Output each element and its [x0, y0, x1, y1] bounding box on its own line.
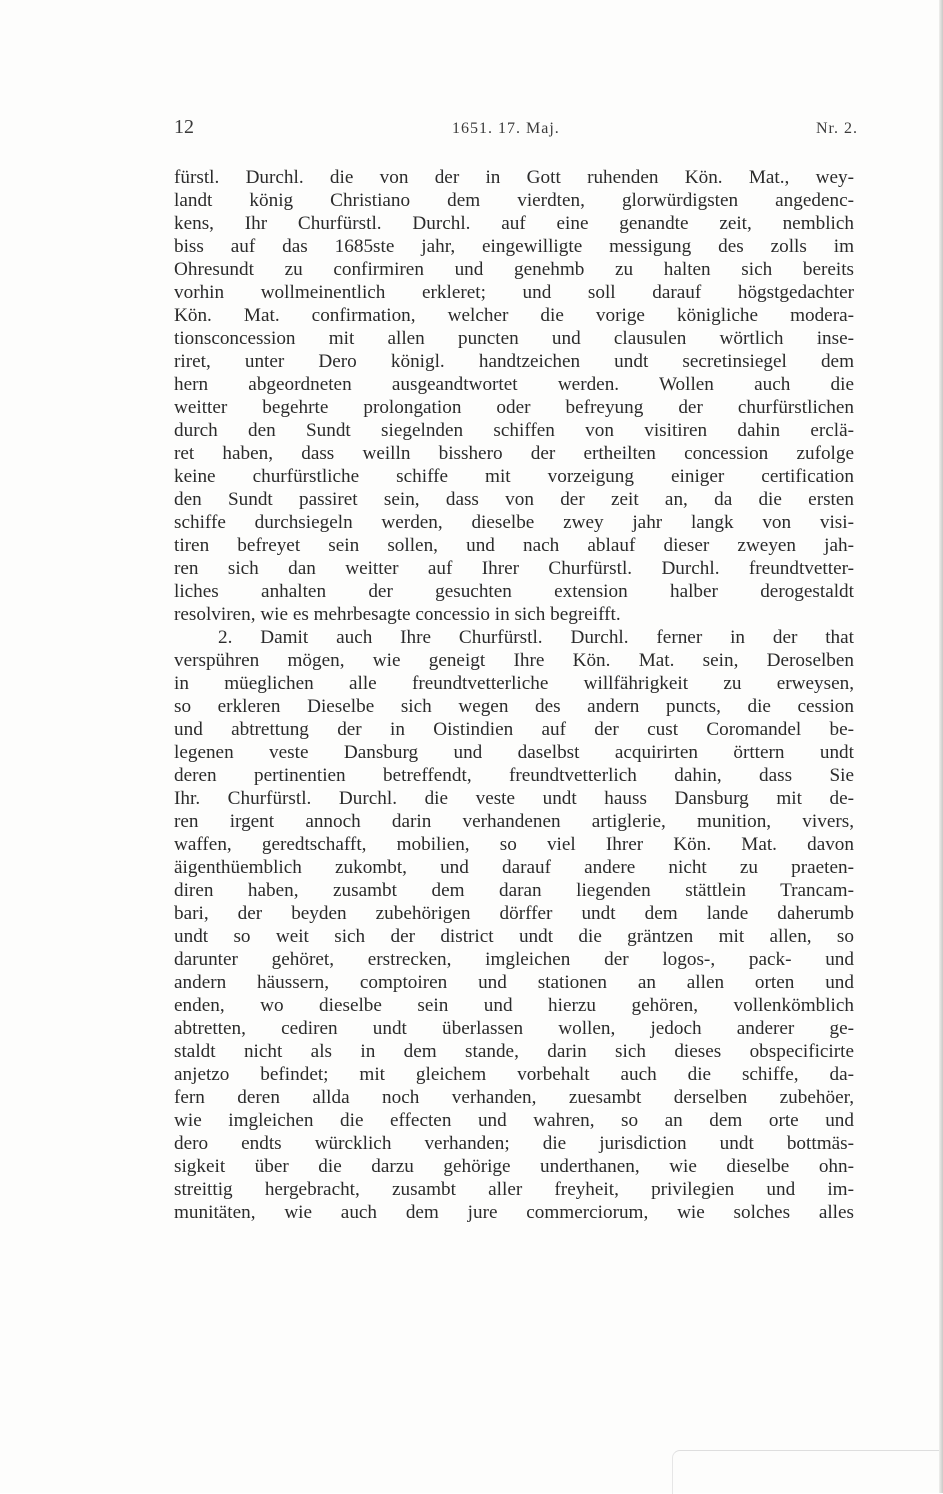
text-line: landt könig Christiano dem vierdten, glorwürdigsten angedenc- [174, 190, 854, 211]
paragraph-start-line: 2. Damit auch Ihre Churfürstl. Durchl. ferner in der that [218, 627, 854, 648]
text-line: keine churfürstliche schiffe mit vorzeigung einiger certification [174, 466, 854, 487]
text-line: ren irgent annoch darin verhandenen artiglerie, munition, vivers, [174, 811, 854, 832]
text-line: sigkeit über die darzu gehörige underthanen, wie dieselbe ohn- [174, 1156, 854, 1177]
page-header [174, 116, 858, 146]
text-line: biss auf das 1685ste jahr, eingewilligte messigung des zolls im [174, 236, 854, 257]
text-line: legenen veste Dansburg und daselbst acquirirten örttern undt [174, 742, 854, 763]
text-line: ret haben, dass weilln bisshero der ertheilten concession zufolge [174, 443, 854, 464]
text-line: den Sundt passiret sein, dass von der zeit an, da die ersten [174, 489, 854, 510]
text-line: dero endts würcklich verhanden; die jurisdiction undt bottmäs- [174, 1133, 854, 1154]
body-text [174, 166, 854, 1224]
scan-edge [939, 0, 943, 1493]
text-line: äigenthüemblich zukombt, und darauf andere nicht zu praeten- [174, 857, 854, 878]
text-line: vorhin wollmeinentlich erkleret; und soll darauf högstgedachter [174, 282, 854, 303]
text-line: weitter begehrte prolongation oder befreyung der churfürstlichen [174, 397, 854, 418]
text-line: anjetzo befindet; mit gleichem vorbehalt auch die schiffe, da- [174, 1064, 854, 1085]
paragraph-end-line: resolviren, wie es mehrbesagte concessio in sich begreifft. [174, 604, 621, 625]
text-line: abtretten, cediren undt überlassen wollen, jedoch anderer ge- [174, 1018, 854, 1039]
page-fold-mark [672, 1450, 943, 1494]
text-line: fern deren allda noch verhanden, zuesambt derselben zubehöer, [174, 1087, 854, 1108]
text-line: und abtrettung der in Oistindien auf der cust Coromandel be- [174, 719, 854, 740]
text-line: wie imgleichen die effecten und wahren, so an dem orte und [174, 1110, 854, 1131]
text-line: darunter gehöret, erstrecken, imgleichen der logos-, pack- und [174, 949, 854, 970]
text-line: bari, der beyden zubehörigen dörffer undt dem lande daherumb [174, 903, 854, 924]
text-line: in müeglichen alle freundtvetterliche willfährigkeit zu erweysen, [174, 673, 854, 694]
text-line: ren sich dan weitter auf Ihrer Churfürstl. Durchl. freundtvetter- [174, 558, 854, 579]
text-line: Kön. Mat. confirmation, welcher die vorige königliche modera- [174, 305, 854, 326]
text-line: munitäten, wie auch dem jure commerciorum, wie solches alles [174, 1202, 854, 1223]
text-line: staldt nicht als in dem stande, darin sich dieses obspecificirte [174, 1041, 854, 1062]
text-line: andern häussern, comptoiren und stationen an allen orten und [174, 972, 854, 993]
text-line: enden, wo dieselbe sein und hierzu gehören, vollenkömblich [174, 995, 854, 1016]
text-line: liches anhalten der gesuchten extension halber derogestaldt [174, 581, 854, 602]
text-line: diren haben, zusambt dem daran liegenden stättlein Trancam- [174, 880, 854, 901]
text-line: verspühren mögen, wie geneigt Ihre Kön. Mat. sein, Deroselben [174, 650, 854, 671]
text-line: deren pertinentien betreffendt, freundtvetterlich dahin, dass Sie [174, 765, 854, 786]
document-number: Nr. 2. [816, 120, 858, 137]
text-line: kens, Ihr Churfürstl. Durchl. auf eine genandte zeit, nemblich [174, 213, 854, 234]
text-line: so erkleren Dieselbe sich wegen des andern puncts, die cession [174, 696, 854, 717]
text-line: tionsconcession mit allen puncten und clausulen wörtlich inse- [174, 328, 854, 349]
text-line: schiffe durchsiegeln werden, dieselbe zwey jahr langk von visi- [174, 512, 854, 533]
text-line: tiren befreyet sein sollen, und nach ablauf dieser zweyen jah- [174, 535, 854, 556]
text-line: waffen, geredtschafft, mobilien, so viel Ihrer Kön. Mat. davon [174, 834, 854, 855]
text-line: undt so weit sich der district undt die gräntzen mit allen, so [174, 926, 854, 947]
text-line: riret, unter Dero königl. handtzeichen undt secretinsiegel dem [174, 351, 854, 372]
text-line: durch den Sundt siegelnden schiffen von visitiren dahin erclä- [174, 420, 854, 441]
text-line: hern abgeordneten ausgeandtwortet werden. Wollen auch die [174, 374, 854, 395]
text-line: streittig hergebracht, zusambt aller freyheit, privilegien und im- [174, 1179, 854, 1200]
text-line: Ohresundt zu confirmiren und genehmb zu halten sich bereits [174, 259, 854, 280]
page-number: 12 [174, 116, 194, 138]
text-line: Ihr. Churfürstl. Durchl. die veste undt hauss Dansburg mit de- [174, 788, 854, 809]
header-date: 1651. 17. Maj. [452, 120, 560, 137]
text-line: fürstl. Durchl. die von der in Gott ruhenden Kön. Mat., wey- [174, 167, 854, 188]
